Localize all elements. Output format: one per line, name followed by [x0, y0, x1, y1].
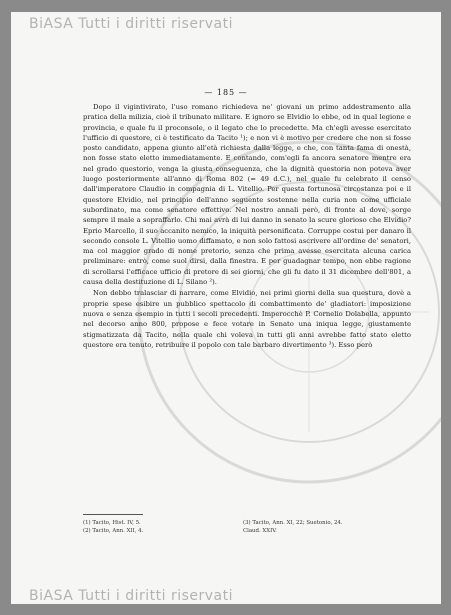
watermark-bottom: BiASA Tutti i diritti riservati	[29, 588, 233, 604]
footnote-rule	[83, 514, 143, 515]
page-number: — 185 —	[204, 88, 248, 97]
watermark-top: BiASA Tutti i diritti riservati	[29, 16, 233, 32]
footnote-2: (2) Tacito, Ann. XII, 4.	[83, 528, 144, 534]
footnote-3-cont: Claud. XXIV.	[243, 528, 277, 534]
footnotes	[83, 519, 403, 535]
scanned-page	[11, 12, 441, 604]
paragraph-2: Non debbo tralasciar di narrare, come Elvidio, nei primi giorni della sua questura, dovè a proprie spese esibire un pubblico spettacolo di combattimento de' gladiatori: imposizione nuova e senza esempio in tutti i secoli precedenti. Imperocchè P. Cornelio Dolabella, appunto nel decorso anno 800, propose e fece votare in Senato una iniqua legge, giustamente stigmatizzata da Tacito, nella quale chi voleva in tutti gli anni avrebbe fatto stato eletto questore era tenuto, retribuire il popolo con tale barbaro divertimento ³). Esso però	[83, 289, 411, 349]
body-text	[83, 102, 411, 350]
paragraph-1: Dopo il vigintivirato, l'uso romano richiedeva ne' giovani un primo addestramento alla pratica della milizia, cioè il tribunato militare. E ignoro se Elvidio lo ebbe, od in qual legione e provincia, e quale fu il proconsole, o il legato che lo precedette. Ma ch'egli avesse esercitato l'ufficio di questore, ci è testificato da Tacito ¹); e non vi è motivo per credere che non si fosse posto candidato, appena giunto all'età richiesta dalla legge, e che, con tanta fama di onestà, non fosse stato eletto immediatamente. E contando, com'egli fa ancora senatore mentre era nel grado questorio, venga la giusta conseguenza, che la dignità questoria non poteva aver luogo posteriormente all'anno di Roma 802 (= 49 d.C.), nel quale fu celebrato il censo dall'imperatore Claudio in compagnia di L. Vitellio. Per questa fortunosa circostanza poi e il questore Elvidio, nel principio dell'anno seguente sostenne nella curia non come ufficiale subordinato, ma come senatore effettivo. Nel nostro annali però, di fronte al dove, sorge sempre il male a sopraffarlo. Chi mai avrà di lui danno in senato la scure glorioso che Elvidio? Eprio Marcello, il suo accanito nemico, la iniquità personificata. Corruppe costui per danaro il secondo console L. Vitellio uomo diffamato, e non solo fattosi ascrivere all'ordine de' senatori, ma col maggior grado di nome pretorio, senza che prima avesse esercitata alcuna carica preliminare: entrò, come suol dirsi, dalla finestra. E per guadagnar tempo, non ebbe ragione di scrollarsi l'efficace ufficio di pretore di sei giorni, che gli fu dato il 31 dicembre dell'801, a causa della destituzione di L. Silano ²).	[83, 103, 411, 287]
footnote-1: (1) Tacito, Hist. IV, 5.	[83, 520, 141, 526]
footnote-3: (3) Tacito, Ann. XI, 22; Suetonio, 24.	[243, 520, 343, 526]
